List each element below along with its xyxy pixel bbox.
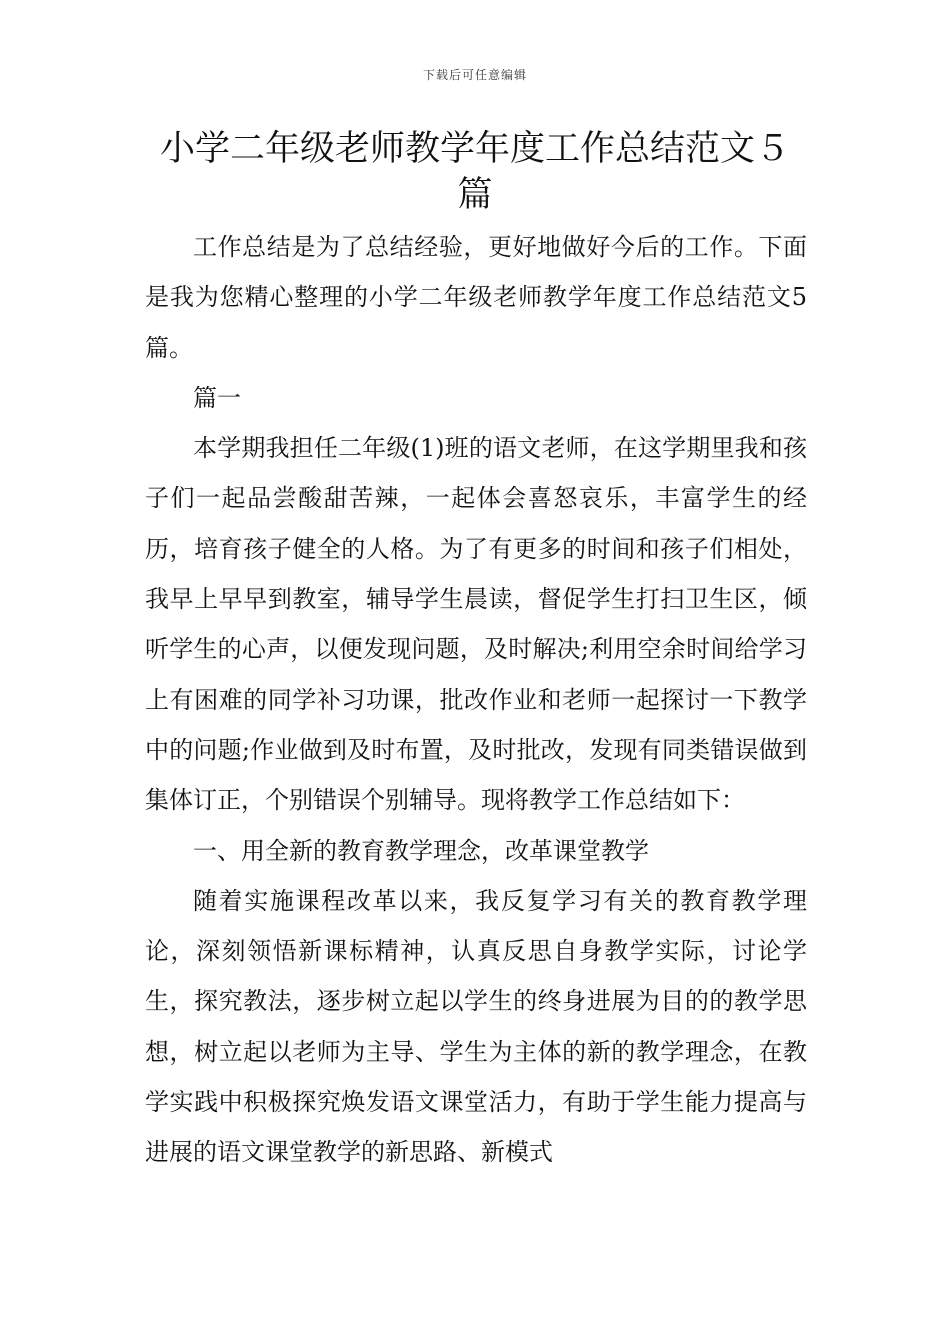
body-paragraph: 随着实施课程改革以来，我反复学习有关的教育教学理论，深刻领悟新课标精神，认真反思自身教学实际，讨论学生，探究教法，逐步树立起以学生的终身进展为目的的教学思想，树立起以老师为主导、学生为主体的新的教学理念，在教学实践中积极探究焕发语文课堂活力，有助于学生能力提高与进展的语文课堂教学的新思路、新模式 — [145, 886, 807, 1167]
document-body — [145, 222, 807, 1178]
subsection-heading: 一、用全新的教育教学理念，改革课堂教学 — [193, 836, 649, 865]
document-title: 小学二年级老师教学年度工作总结范文５篇 — [159, 129, 790, 215]
header-note: 下载后可任意编辑 — [422, 68, 527, 82]
section-heading: 篇一 — [193, 383, 241, 412]
intro-paragraph: 工作总结是为了总结经验，更好地做好今后的工作。下面是我为您精心整理的小学二年级老师教学年度工作总结范文5篇。 — [145, 233, 807, 362]
body-paragraph: 本学期我担任二年级(1)班的语文老师，在这学期里我和孩子们一起品尝酸甜苦辣，一起体会喜怒哀乐，丰富学生的经历，培育孩子健全的人格。为了有更多的时间和孩子们相处，我早上早早到教室，辅导学生晨读，督促学生打扫卫生区，倾听学生的心声，以便发现问题，及时解决;利用空余时间给学习上有困难的同学补习功课，批改作业和老师一起探讨一下教学中的问题;作业做到及时布置，及时批改，发现有同类错误做到集体订正，个别错误个别辅导。现将教学工作总结如下： — [145, 434, 807, 815]
